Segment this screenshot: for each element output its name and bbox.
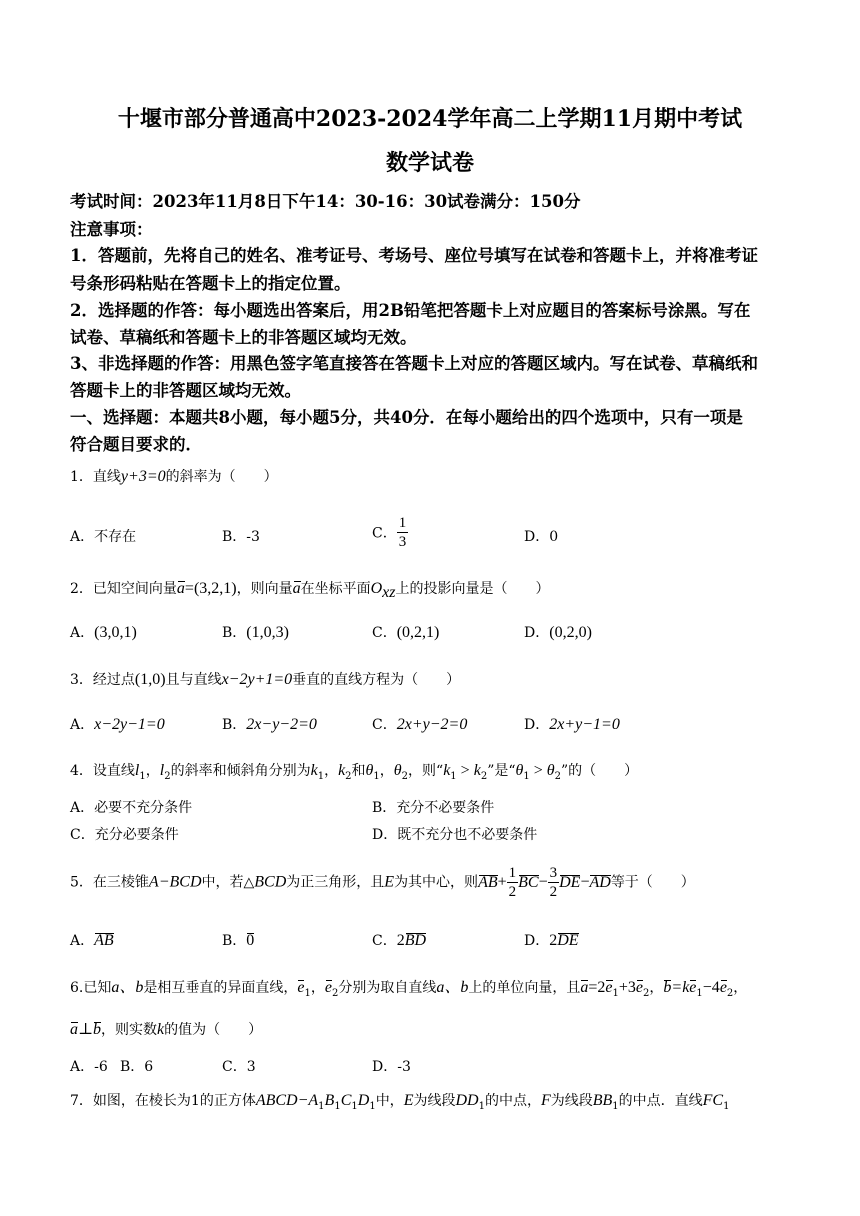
q7-cube: ABCD−A — [255, 1092, 319, 1109]
q2-text: 2．已知空间向量 — [70, 581, 177, 597]
q7-text-mid3: 的中点， — [484, 1093, 541, 1109]
q2-option-d — [524, 622, 592, 642]
q5-text-end: 等于（ ） — [610, 874, 695, 891]
q4-cond-t2-sub: 2 — [554, 770, 562, 782]
q4-cond-k1: k — [443, 762, 451, 779]
q5-vec-ab: AB — [478, 873, 498, 891]
q7-cube-d: D — [357, 1092, 370, 1109]
q6-eq-b: =k — [671, 979, 690, 996]
q5-text: 5．在三棱锥 — [70, 874, 149, 891]
question-5 — [70, 864, 794, 901]
q6-text-line2: ，则实数 — [101, 1022, 158, 1038]
q6-lines-2: a、b — [436, 979, 469, 996]
q2-d-label: D． — [524, 625, 550, 641]
q7-cube-c: C — [340, 1092, 352, 1109]
q4-comma2: ， — [324, 763, 339, 779]
q3-text-mid: 且与直线 — [165, 672, 222, 688]
q7-line-fc1: FC — [702, 1092, 724, 1109]
q7-cube-b: B — [324, 1092, 335, 1109]
q6-plus3: +3 — [618, 979, 636, 996]
q7-text-mid: 中， — [375, 1093, 404, 1109]
q5-half-den: 2 — [508, 884, 517, 900]
q5-option-d — [524, 930, 579, 950]
q1-option-c-fraction — [397, 514, 409, 551]
q6-eqb-e2: e — [719, 979, 727, 996]
q5-text-mid2: 为正三角形，且 — [286, 874, 385, 891]
q3-d-value: 2x+y−1=0 — [549, 716, 620, 733]
q2-b-value: (1,0,3) — [246, 624, 289, 641]
q4-l2: l — [159, 762, 165, 779]
q2-a-label: A． — [70, 625, 95, 641]
q5-tetrahedron: A−BCD — [148, 873, 202, 891]
q3-b-label: B． — [222, 717, 247, 733]
q6-e1: e — [297, 979, 305, 996]
q5-point-e: E — [384, 873, 395, 891]
q2-text-mid: ，则向量 — [236, 581, 293, 597]
q5-text-mid3: 为其中心，则 — [394, 874, 479, 891]
q4-option-b: B．充分不必要条件 — [372, 800, 495, 816]
q3-option-a — [70, 714, 165, 734]
q1-text-end: 的斜率为（ ） — [165, 469, 278, 485]
q5-option-a — [70, 930, 114, 950]
question-6-line-2 — [70, 1019, 794, 1039]
q2-b-label: B． — [222, 625, 247, 641]
q4-cond-t1: θ — [515, 762, 524, 779]
q3-text: 3．经过点 — [70, 672, 135, 688]
section-heading-line-2: 符合题目要求的． — [70, 435, 202, 454]
q4-cond-k1-sub: 1 — [450, 770, 457, 782]
notice-3-line-1: 3、非选择题的作答：用黑色签字笔直接答在答题卡上对应的答题区域内。写在试卷、草稿纸和 — [70, 354, 758, 373]
q4-sub1: 1 — [139, 770, 146, 782]
exam-title: 十堰市部分普通高中2023-2024学年高二上学期11月期中考试 — [117, 106, 743, 132]
q5-vec-bc: BC — [518, 873, 539, 891]
q4-k2: k — [338, 762, 346, 779]
q2-vector-a-2: a — [292, 580, 301, 597]
notice-1-line-2: 号条形码粘贴在答题卡上的指定位置。 — [70, 274, 351, 293]
q5-c-value: BD — [404, 932, 427, 949]
q4-text5: ”的（ ） — [561, 763, 639, 779]
exam-info: 考试时间：2023年11月8日下午14：30-16：30试卷满分：150分 — [70, 192, 581, 211]
q4-comma3: ， — [379, 763, 394, 779]
q4-text3: ，则“ — [408, 763, 444, 779]
q4-text2: 的斜率和倾斜角分别为 — [170, 763, 311, 779]
q5-minus2: − — [580, 873, 590, 891]
q1-option-c — [372, 514, 408, 551]
exam-subject-title: 数学试卷 — [385, 150, 474, 176]
q7-text-mid2: 为线段 — [413, 1093, 456, 1109]
q7-point-e: E — [403, 1092, 414, 1109]
q3-option-d — [524, 714, 620, 734]
q6-text-line2b: 的值为（ ） — [164, 1022, 263, 1038]
q6-option-c: C．3 — [222, 1059, 256, 1075]
q5-vec-de: DE — [559, 873, 581, 891]
q4-option-d: D．既不充分也不必要条件 — [372, 827, 538, 843]
q4-theta1-sub: 1 — [373, 770, 380, 782]
q4-gt: > — [456, 762, 474, 779]
q6-option-b: B．6 — [120, 1059, 154, 1075]
q1-option-a: A．不存在 — [70, 529, 137, 545]
q6-eq-e2: e — [635, 979, 644, 996]
q6-eq-e1: e — [605, 979, 613, 996]
q2-option-a — [70, 622, 137, 642]
q2-vector-value: =(3,2,1) — [184, 580, 237, 597]
q5-c-label: C． — [372, 933, 397, 949]
q4-sub2: 2 — [164, 770, 171, 782]
q1-option-b: B．-3 — [222, 529, 260, 545]
q4-gt2: > — [529, 762, 547, 779]
q6-lines: a、b — [111, 979, 144, 996]
question-3 — [70, 669, 794, 689]
q7-text-mid4: 为线段 — [550, 1093, 593, 1109]
notice-2-line-1: 2．选择题的作答：每小题选出答案后，用2B铅笔把答题卡上对应题目的答案标号涂黑。写在 — [70, 301, 751, 320]
q4-k1: k — [310, 762, 318, 779]
q6-minus4: −4 — [702, 979, 720, 996]
q5-b-label: B． — [222, 933, 247, 949]
q4-l1: l — [134, 762, 140, 779]
q3-text-end: 垂直的直线方程为（ ） — [292, 672, 461, 688]
q3-point: (1,0) — [134, 671, 166, 688]
notice-3-line-2: 答题卡上的非答题区域均无效。 — [70, 381, 301, 400]
q3-c-value: 2x+y−2=0 — [396, 716, 468, 733]
q3-d-label: D． — [524, 717, 550, 733]
question-1 — [70, 466, 794, 486]
question-7: 7．如图，在棱长为1的正方体$ABCD-A_1B_1C_1D_1$中，E为线段$DD_1$的中点，F为线段$BB_1$的中点．直线$FC_1$ — [70, 1092, 730, 1112]
q7-point-f: F — [540, 1092, 551, 1109]
q4-and: 和 — [351, 763, 366, 779]
q5-d-value: DE — [557, 932, 579, 949]
q1-option-c-label: C． — [372, 525, 397, 542]
q2-text-mid2: 在坐标平面 — [300, 581, 371, 597]
q5-c-coef: 2 — [396, 932, 405, 949]
q3-line: x−2y+1=0 — [221, 671, 293, 688]
q4-theta1: θ — [365, 762, 374, 779]
q5-th-den: 2 — [549, 884, 558, 900]
q7-segment-bb1: BB — [592, 1092, 613, 1109]
q4-comma: ， — [145, 763, 160, 779]
q2-option-b — [222, 622, 289, 642]
q5-a-value: AB — [94, 932, 114, 949]
q2-c-label: C． — [372, 625, 397, 641]
q5-th-num: 3 — [549, 865, 558, 881]
q4-cond-t2: θ — [546, 762, 555, 779]
q3-a-label: A． — [70, 717, 95, 733]
q1-option-d: D．0 — [524, 529, 559, 545]
q1-c-denominator: 3 — [398, 534, 407, 550]
q6-vec-b: b — [663, 979, 672, 996]
q5-frac-three-halves — [548, 864, 560, 901]
q2-plane-sub: xz — [382, 583, 396, 601]
q3-a-value: x−2y−1=0 — [94, 716, 165, 733]
q5-half-num: 1 — [508, 865, 517, 881]
q5-frac-half — [507, 864, 519, 901]
q4-option-a: A．必要不充分条件 — [70, 800, 193, 816]
q5-option-b — [222, 930, 254, 950]
q5-minus: − — [538, 873, 548, 891]
q4-theta2: θ — [393, 762, 402, 779]
q2-d-value: (0,2,0) — [549, 624, 592, 641]
q4-cond-t1-sub: 1 — [523, 770, 530, 782]
q6-option-a: A．-6 — [70, 1059, 108, 1075]
q5-option-c — [372, 930, 426, 950]
q4-k2-sub: 2 — [345, 770, 352, 782]
q6-eq-a: =2 — [588, 979, 606, 996]
q4-text4: ”是“ — [487, 763, 516, 779]
q4-k1-sub: 1 — [317, 770, 325, 782]
q1-text: 1．直线 — [70, 469, 121, 485]
q2-c-value: (0,2,1) — [396, 624, 440, 641]
q5-a-label: A． — [70, 933, 95, 949]
q7-text: 7．如图，在棱长为1的正方体 — [70, 1093, 256, 1109]
q7-segment-dd1: DD — [455, 1092, 479, 1109]
question-2 — [70, 578, 794, 602]
q5-d-label: D． — [524, 933, 550, 949]
q5-vec-ad: AD — [589, 873, 611, 891]
q6-text-mid2: 分别为取自直线 — [338, 980, 437, 996]
q6-perp-a: a — [70, 1021, 78, 1038]
q2-option-c — [372, 622, 439, 642]
q5-b-value: 0 — [246, 932, 255, 949]
q6-vec-a: a — [580, 979, 589, 996]
q6-e2: e — [324, 979, 332, 996]
q6-option-d: D．-3 — [372, 1059, 411, 1075]
q4-text: 4．设直线 — [70, 763, 135, 779]
q6-text-mid: 是相互垂直的异面直线， — [143, 980, 298, 996]
q5-plus: + — [497, 873, 507, 891]
q4-cond-k2-sub: 2 — [480, 770, 488, 782]
notice-heading: 注意事项： — [70, 220, 153, 239]
notice-1-line-1: 1．答题前，先将自己的姓名、准考证号、考场号、座位号填写在试卷和答题卡上，并将准考证 — [70, 246, 758, 265]
q6-text: 6.已知 — [70, 980, 112, 996]
q3-c-label: C． — [372, 717, 397, 733]
question-4 — [70, 760, 794, 782]
q4-theta2-sub: 2 — [401, 770, 409, 782]
q5-triangle: BCD — [254, 873, 287, 891]
q5-text-mid: 中，若△ — [201, 874, 255, 891]
q6-eqb-e1: e — [689, 979, 697, 996]
q7-text-mid5: 的中点．直线 — [618, 1093, 703, 1109]
q6-k: k — [157, 1021, 165, 1038]
notice-2-line-2: 试卷、草稿纸和答题卡上的非答题区域均无效。 — [70, 328, 417, 347]
q2-a-value: (3,0,1) — [94, 624, 137, 641]
q3-option-c — [372, 714, 467, 734]
section-heading-line-1: 一、选择题：本题共8小题，每小题5分，共40分．在每小题给出的四个选项中，只有一项是 — [70, 408, 743, 427]
q6-text-mid3: 上的单位向量，且 — [468, 980, 581, 996]
q2-vector-a: a — [176, 580, 185, 597]
q3-option-b — [222, 714, 317, 734]
q4-option-c: C．充分必要条件 — [70, 827, 179, 843]
q6-perp: ⊥ — [78, 1021, 94, 1038]
q1-equation: y+3=0 — [120, 468, 166, 485]
q3-b-value: 2x−y−2=0 — [246, 716, 317, 733]
q2-text-end: 上的投影向量是（ ） — [395, 581, 550, 597]
question-6: 6.已知a、b是相互垂直的异面直线，$e_1$，$e_2$分别为取自直线a、b上的单位向量，且$a=2e_1+3e_2$，$b=ke_1-4e_2$， — [70, 979, 748, 999]
q2-plane: O — [370, 580, 383, 597]
q6-perp-b: b — [93, 1021, 102, 1038]
q1-c-numerator: 1 — [398, 515, 407, 531]
q4-cond-k2: k — [473, 762, 481, 779]
q5-d-coef: 2 — [549, 932, 558, 949]
